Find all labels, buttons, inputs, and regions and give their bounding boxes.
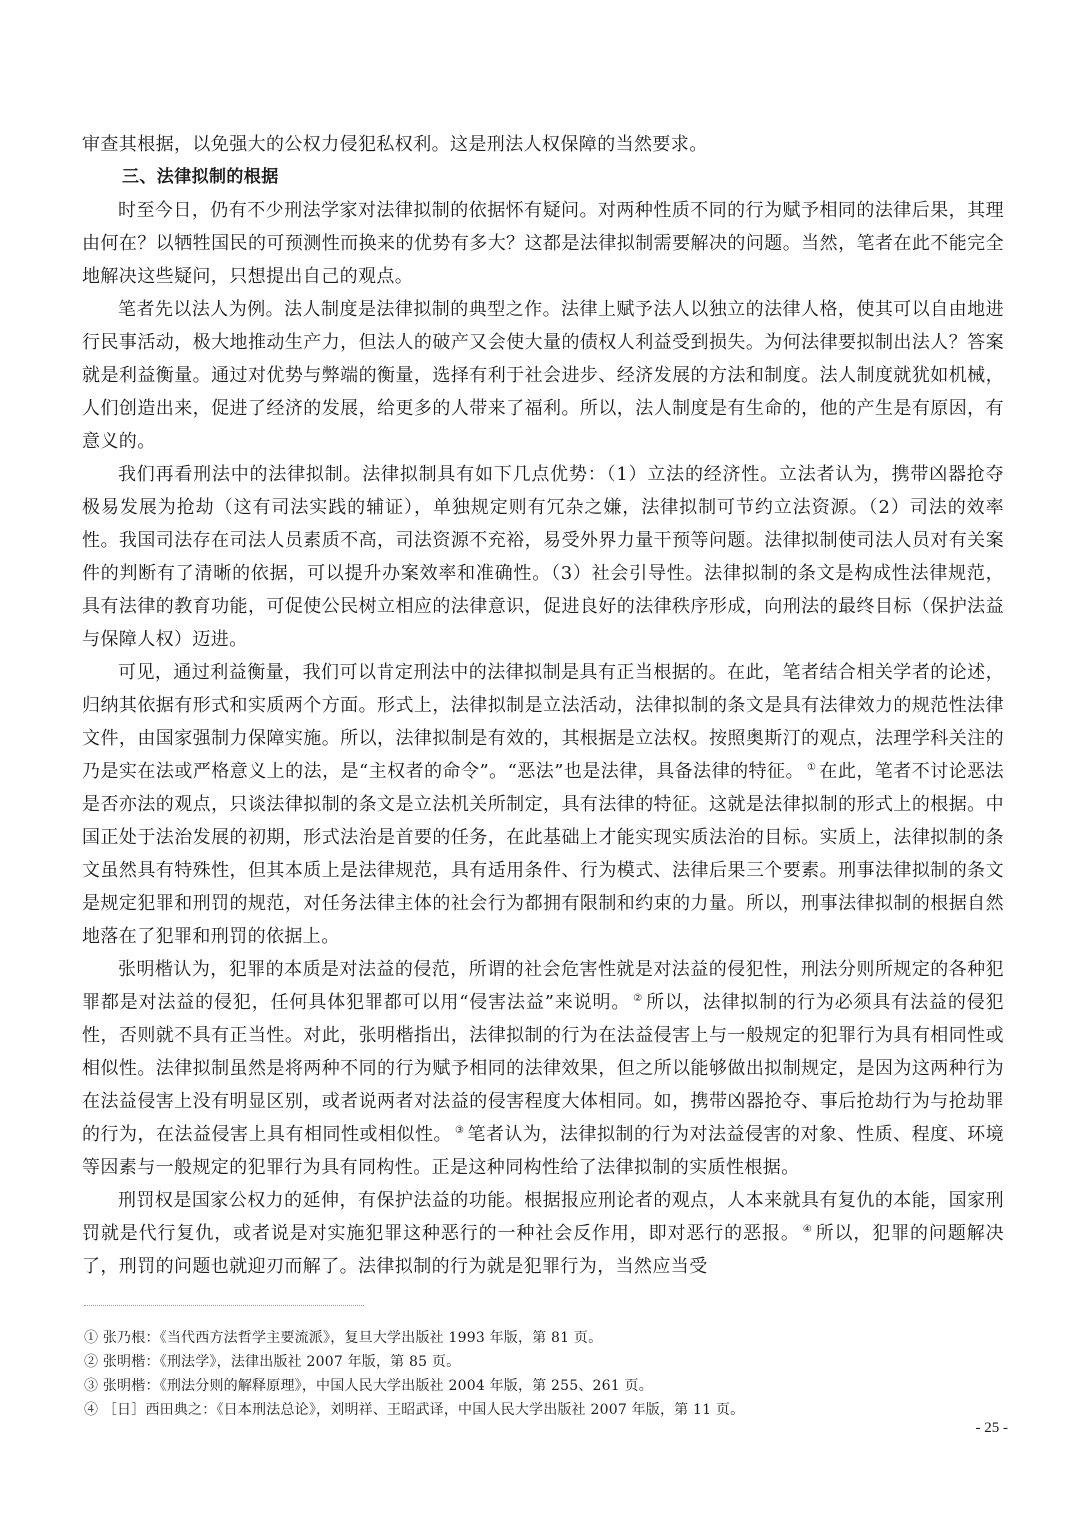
page-number: - 25 - [975,1420,1008,1436]
paragraph [82,953,1004,1184]
paragraph-text: 在此，笔者不讨论恶法是否亦法的观点，只谈法律拟制的条文是立法机关所制定，具有法律的特征。这就是法律拟制的形式上的根据。中国正处于法治发展的初期，形式法治是首要的任务，在此基础上才能实现实质法治的目标。实质上，法律拟制的条文虽然具有特殊性，但其本质上是法律规范，具有适用条件、行为模式、法律后果三个要素。刑事法律拟制的条文是规定犯罪和刑罚的规范，对任务法律主体的社会行为都拥有限制和约束的力量。所以，刑事法律拟制的根据自然地落在了犯罪和刑罚的依据上。 [82,761,1004,947]
footnote-marker: ① [806,762,817,773]
paragraph-text: 所以，犯罪的问题解决了，刑罚的问题也就迎刃而解了。法律拟制的行为就是犯罪行为，当然应当受 [82,1223,1005,1277]
footnote: ② 张明楷：《刑法学》，法律出版社 2007 年版，第 85 页。 [84,1354,461,1370]
body-text [82,128,1004,1283]
paragraph [82,1184,1004,1283]
paragraph-text: 所以，法律拟制的行为必须具有法益的侵犯性，否则就不具有正当性。对此，张明楷指出，法律拟制的行为在法益侵害上与一般规定的犯罪行为具有相同性或相似性。法律拟制虽然是将两种不同的行为赋予相同的法律效果，但之所以能够做出拟制规定，是因为这两种行为在法益侵害上没有明显区别，或者说两者对法益的侵害程度大体相同。如，携带凶器抢夺、事后抢劫行为与抢劫罪的行为，在法益侵害上具有相同性或相似性。 [82,992,1004,1145]
paragraph-text: 刑罚权是国家公权力的延伸，有保护法益的功能。根据报应刑论者的观点，人本来就具有复仇的本能，国家刑罚就是代行复仇，或者说是对实施犯罪这种恶行的一种社会反作用，即对恶行的恶报。 [82,1190,1004,1244]
paragraph [82,656,1004,953]
paragraph-continuation: 审查其根据，以免强大的公权力侵犯私权利。这是刑法人权保障的当然要求。 [82,134,708,155]
footnote-separator [84,1305,364,1306]
paragraph: 笔者先以法人为例。法人制度是法律拟制的典型之作。法律上赋予法人以独立的法律人格，使其可以自由地进行民事活动，极大地推动生产力，但法人的破产又会使大量的债权人利益受到损失。为何法律要拟制出法人？答案就是利益衡量。通过对优势与弊端的衡量，选择有利于社会进步、经济发展的方法和制度。法人制度就犹如机械，人们创造出来，促进了经济的发展，给更多的人带来了福利。所以，法人制度是有生命的，他的产生是有原因，有意义的。 [82,299,1004,452]
paragraph: 我们再看刑法中的法律拟制。法律拟制具有如下几点优势：（1）立法的经济性。立法者认为，携带凶器抢夺极易发展为抢劫（这有司法实践的辅证），单独规定则有冗杂之嫌，法律拟制可节约立法资源。（2）司法的效率性。我国司法存在司法人员素质不高，司法资源不充裕，易受外界力量干预等问题。法律拟制使司法人员对有关案件的判断有了清晰的依据，可以提升办案效率和准确性。（3）社会引导性。法律拟制的条文是构成性法律规范，具有法律的教育功能，可促使公民树立相应的法律意识，促进良好的法律秩序形成，向刑法的最终目标（保护法益与保障人权）迈进。 [82,464,1004,650]
footnote: ③ 张明楷：《刑法分则的解释原理》，中国人民大学出版社 2004 年版，第 255、261 页。 [84,1378,653,1394]
footnote-marker: ③ [455,1125,465,1136]
footnote-marker: ④ [802,1224,813,1235]
footnote: ④ ［日］西田典之：《日本刑法总论》，刘明祥、王昭武译，中国人民大学出版社 2007 年版，第 11 页。 [84,1402,745,1418]
footnote: ① 张乃根：《当代西方法哲学主要流派》，复旦大学出版社 1993 年版，第 81 页。 [84,1330,603,1346]
paragraph-text: 可见，通过利益衡量，我们可以肯定刑法中的法律拟制是具有正当根据的。在此，笔者结合相关学者的论述，归纳其依据有形式和实质两个方面。形式上，法律拟制是立法活动，法律拟制的条文是具有法律效力的规范性法律文件，由国家强制力保障实施。所以，法律拟制是有效的，其根据是立法权。按照奥斯汀的观点，法理学科关注的乃是实在法或严格意义上的法，是“主权者的命令”。“恶法”也是法律，具备法律的特征。 [82,662,1004,782]
paragraph-text: 笔者认为，法律拟制的行为对法益侵害的对象、性质、程度、环境等因素与一般规定的犯罪行为具有同构性。正是这种同构性给了法律拟制的实质性根据。 [82,1124,1004,1178]
section-heading: 三、法律拟制的根据 [122,167,279,187]
footnotes [84,1326,1004,1422]
footnote-marker: ② [633,993,644,1004]
paragraph-text: 张明楷认为，犯罪的本质是对法益的侵范，所谓的社会危害性就是对法益的侵犯性，刑法分则所规定的各种犯罪都是对法益的侵犯，任何具体犯罪都可以用“侵害法益”来说明。 [82,959,1004,1013]
paragraph: 时至今日，仍有不少刑法学家对法律拟制的依据怀有疑问。对两种性质不同的行为赋予相同的法律后果，其理由何在？以牺牲国民的可预测性而换来的优势有多大？这都是法律拟制需要解决的问题。当然，笔者在此不能完全地解决这些疑问，只想提出自己的观点。 [82,200,1004,287]
